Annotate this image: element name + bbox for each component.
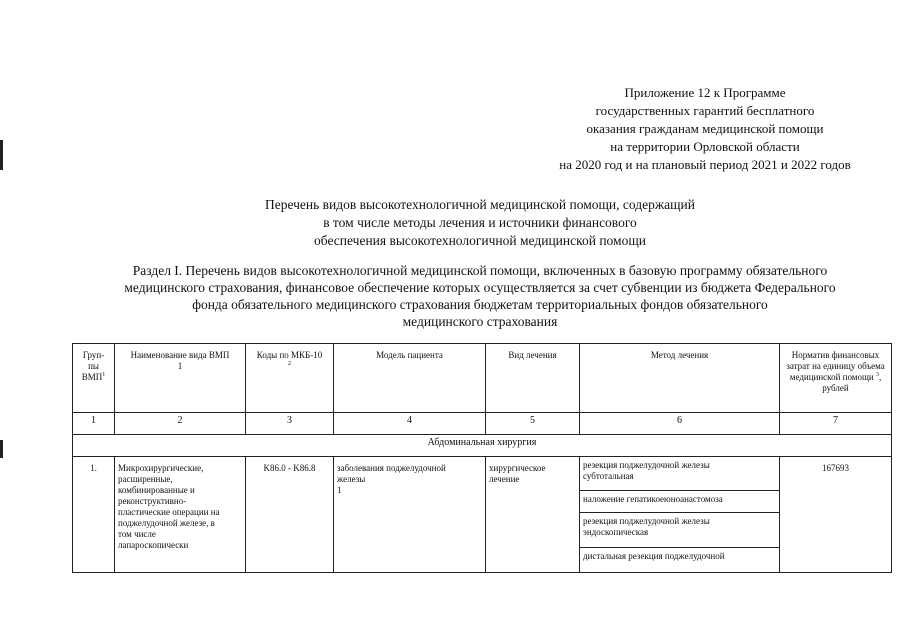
title-line: обеспечения высокотехнологичной медицинской помощи [314,233,646,248]
column-number: 2 [115,413,246,435]
column-number: 5 [486,413,580,435]
appendix-header [520,84,890,174]
scan-edge-mark [0,440,3,458]
document-title [160,196,800,250]
column-number: 4 [334,413,486,435]
header-name: Наименование вида ВМП 1 [115,344,246,413]
header-group: Груп- пы ВМП$^1$ [73,344,115,413]
section-line: медицинского страхования [402,314,558,329]
section-line: фонда обязательного медицинского страхования бюджетам территориальных фондов обязательного [192,297,768,312]
vmp-table [72,343,892,573]
column-number-row [73,413,892,435]
cell-treatment: хирургическое лечение [486,457,580,573]
scan-edge-mark [0,140,3,170]
header-method: Метод лечения [580,344,780,413]
cell-norm: 167693 [780,457,892,573]
cell-name: Микрохирургические, расширенные, комбинированные и реконструктивно- пластические операции на поджелудочной железе, в том числе лапароскопически [115,457,246,573]
header-codes: Коды по МКБ-10 $^2$ [246,344,334,413]
column-number: 1 [73,413,115,435]
appendix-line: государственных гарантий бесплатного [595,103,815,118]
method-item: резекция поджелудочной железы субтотальная [580,457,779,491]
title-line: в том числе методы лечения и источники финансового [323,215,637,230]
table-row [73,457,892,573]
appendix-line: на 2020 год и на плановый период 2021 и 2022 годов [559,157,851,172]
section-line: медицинского страхования, финансовое обеспечение которых осуществляется за счет субвенции из бюджета Федерального [124,280,836,295]
cell-patient: заболевания поджелудочной железы 1 [334,457,486,573]
title-line: Перечень видов высокотехнологичной медицинской помощи, содержащий [264,197,695,212]
cell-codes: K86.0 - K86.8 [246,457,334,573]
cell-group: 1. [73,457,115,573]
section-title [70,262,890,330]
header-treatment: Вид лечения [486,344,580,413]
method-item: наложение гепатикоеюноанастомоза [580,491,779,513]
column-number: 3 [246,413,334,435]
method-item: резекция поджелудочной железы эндоскопическая [580,513,779,548]
header-patient: Модель пациента [334,344,486,413]
column-number: 6 [580,413,780,435]
method-item: дистальная резекция поджелудочной [583,551,725,561]
appendix-line: на территории Орловской области [610,139,800,154]
category-label: Абдоминальная хирургия [73,435,892,457]
appendix-line: оказания гражданам медицинской помощи [586,121,824,136]
cell-methods [580,457,780,573]
category-row [73,435,892,457]
header-row [73,344,892,413]
column-number: 7 [780,413,892,435]
header-norm: Норматив финансовых затрат на единицу объема медицинской помощи $^3$, рублей [780,344,892,413]
section-line: Раздел I. Перечень видов высокотехнологичной медицинской помощи, включенных в базовую программу обязательного [132,263,828,278]
appendix-line: Приложение 12 к Программе [624,85,786,100]
